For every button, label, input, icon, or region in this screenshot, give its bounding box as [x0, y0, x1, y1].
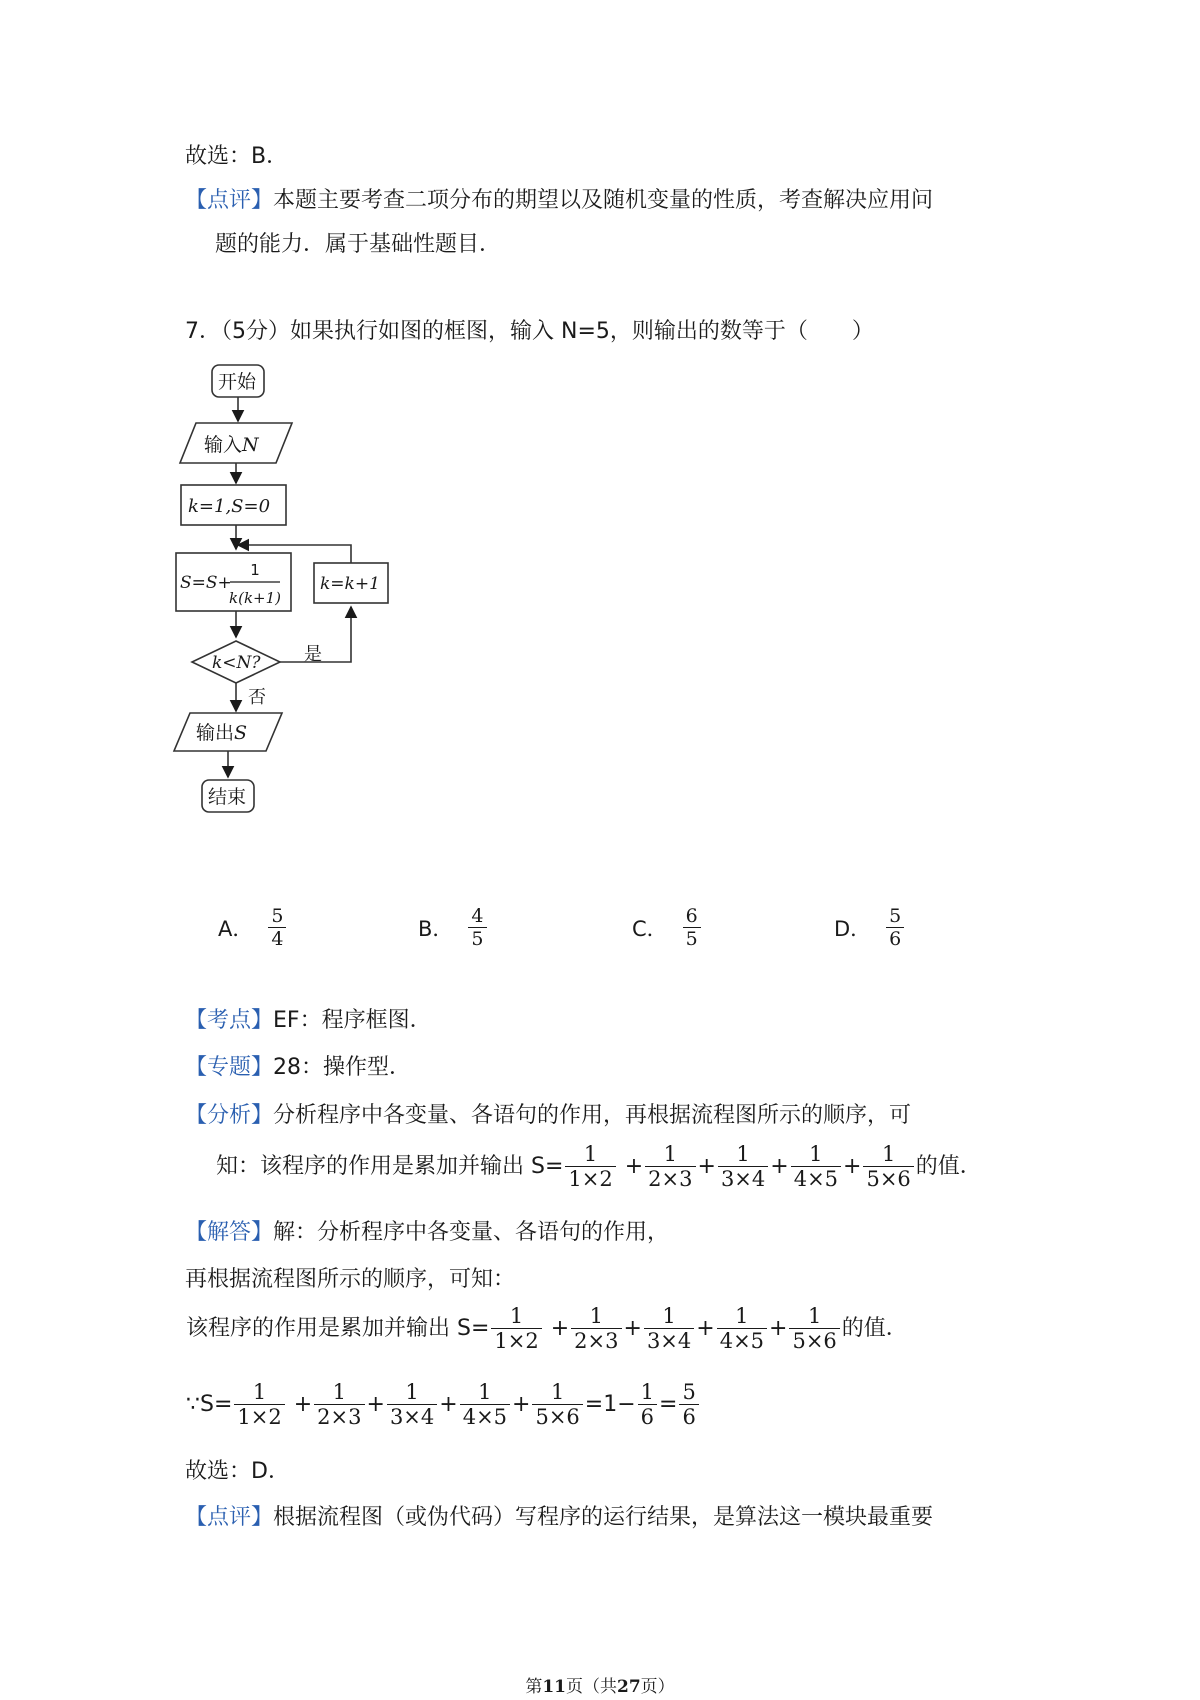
choice-label: B．	[418, 916, 454, 941]
page-footer: 第11页（共27页）	[525, 1677, 675, 1697]
choice-c[interactable]	[632, 905, 702, 950]
answer-d: 故选：D．	[185, 1459, 290, 1484]
jieda: 【解答】解：分析程序中各变量、各语句的作用，	[185, 1220, 670, 1245]
init-label: k=1,S=0	[188, 496, 271, 517]
comment-text: 本题主要考查二项分布的期望以及随机变量的性质，考查解决应用问	[273, 188, 934, 213]
yes-label: 是	[304, 644, 322, 665]
end-label: 结束	[208, 786, 247, 808]
question-text: 7．（5分）如果执行如图的框图，输入 N=5，则输出的数等于（ ）	[185, 319, 874, 344]
output-label: 输出S	[196, 722, 248, 744]
choice-frac: $\frac{5}{4}$	[268, 905, 286, 950]
prev-answer: 故选：B．	[185, 144, 289, 169]
assign-prefix: S=S+	[180, 573, 232, 593]
input-label: 输入N	[204, 434, 259, 456]
jieda-line2: 再根据流程图所示的顺序，可知：	[185, 1267, 516, 1292]
increment-label: k=k+1	[320, 574, 380, 594]
dianping: 【点评】根据流程图（或伪代码）写程序的运行结果，是算法这一模块最重要	[185, 1505, 934, 1530]
choice-frac: $\frac{5}{6}$	[886, 905, 904, 950]
choice-frac: $\frac{6}{5}$	[683, 905, 701, 950]
flowchart	[168, 357, 428, 837]
fenxi-formula: 知：该程序的作用是累加并输出 S= $\frac{1}{1\times 2}$ + $\frac{1}{2\times 3}$ + $\frac{1}{3\times 4}$ + $\frac{1}{4\times 5}$ + $\frac{1}{5\times 6}$ 的值．	[216, 1142, 982, 1191]
fenxi: 【分析】分析程序中各变量、各语句的作用，再根据流程图所示的顺序，可	[185, 1103, 912, 1128]
choice-d[interactable]	[834, 905, 905, 950]
choice-a[interactable]	[218, 905, 287, 950]
because-formula: ∵S= $\frac{1}{1\times 2}$ + $\frac{1}{2\times 3}$ + $\frac{1}{3\times 4}$ + $\frac{1}{4\times 5}$ + $\frac{1}{5\times 6}$ =1− $\frac{1}{6}$ = $\frac{5}{6}$	[185, 1380, 700, 1429]
comment-tag: 【点评】	[185, 188, 274, 213]
no-label: 否	[248, 687, 266, 708]
start-label: 开始	[218, 371, 257, 393]
prev-comment-line2: 题的能力．属于基础性题目．	[215, 232, 502, 257]
choice-label: A．	[218, 916, 254, 941]
prev-comment	[185, 186, 933, 216]
choice-label: D．	[834, 916, 872, 941]
kaodian: 【考点】EF：程序框图．	[185, 1008, 432, 1033]
jieda-formula: 该程序的作用是累加并输出 S= $\frac{1}{1\times 2}$ + $\frac{1}{2\times 3}$ + $\frac{1}{3\times 4}$ + $\frac{1}{4\times 5}$ + $\frac{1}{5\times 6}$ 的值．	[186, 1304, 908, 1353]
assign-den: k(k+1)	[229, 589, 281, 607]
condition-label: k<N?	[212, 653, 261, 673]
assign-num: 1	[250, 561, 260, 579]
choice-b[interactable]	[418, 905, 488, 950]
choice-frac: $\frac{4}{5}$	[468, 905, 486, 950]
choice-label: C．	[632, 916, 668, 941]
zhuanti: 【专题】28：操作型．	[185, 1055, 412, 1080]
